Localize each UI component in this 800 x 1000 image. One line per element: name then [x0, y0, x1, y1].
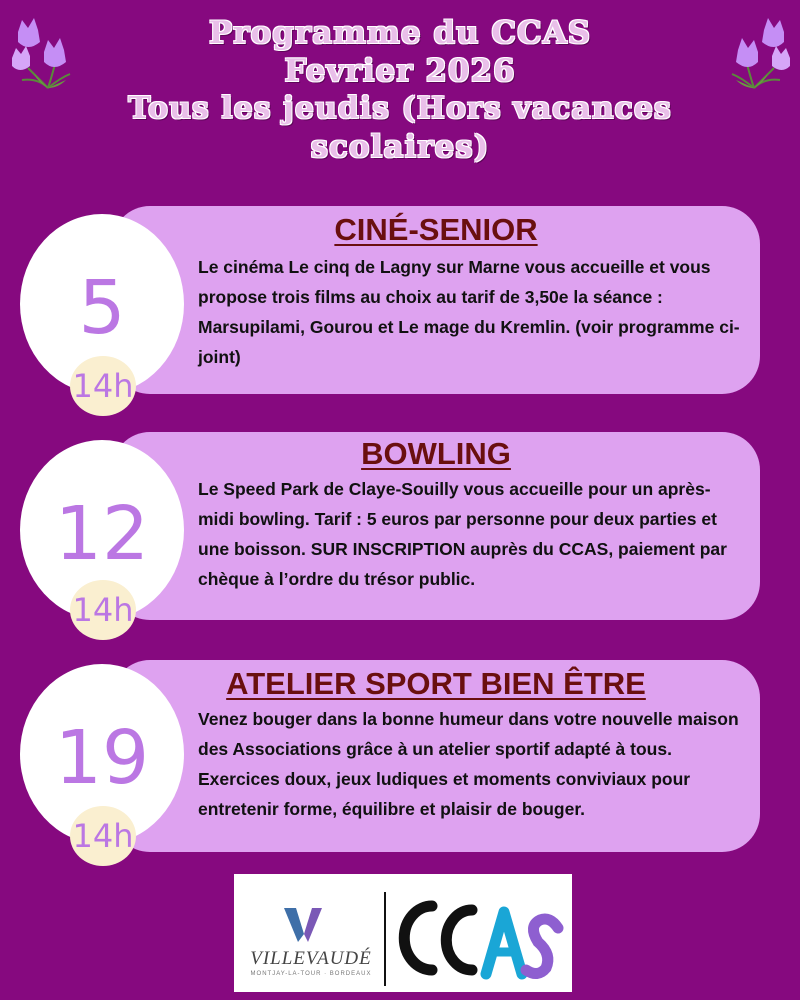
- event-time: 14h: [72, 817, 134, 855]
- tulip-flowers-icon: [720, 8, 794, 90]
- event-description: Le cinéma Le cinq de Lagny sur Marne vous accueille et vous propose trois films au choix au tarif de 3,50e la séance : Marsupilami, Gourou et Le mage du Kremlin. (voir programme ci-joint): [198, 257, 740, 367]
- event-description: Venez bouger dans la bonne humeur dans votre nouvelle maison des Associations grâce à un atelier sportif adapté à tous. Exercices doux, jeux ludiques et moments conviviaux pour entretenir forme, équilibre et plaisir de bouger.: [198, 709, 739, 819]
- event-title: CINÉ-SENIOR: [334, 212, 538, 247]
- event-title: BOWLING: [361, 436, 511, 471]
- header-schedule-end: scolaires): [310, 129, 490, 165]
- event-time: 14h: [72, 591, 134, 629]
- page-header: [0, 14, 800, 166]
- event-day: 19: [54, 715, 150, 801]
- header-schedule: Tous les jeudis (Hors vacances: [128, 91, 672, 126]
- header-title: Programme du CCAS: [208, 15, 592, 51]
- event-day: 5: [78, 265, 126, 351]
- event-card-atelier-sport: [112, 660, 760, 852]
- partner-logos: [234, 874, 572, 992]
- event-day: 12: [54, 491, 150, 577]
- event-description: Le Speed Park de Claye-Souilly vous accueille pour un après-midi bowling. Tarif : 5 euros par personne pour deux parties et une boisson. SUR INSCRIPTION auprès du CCAS, paiement par chèque à l’ordre du trésor public.: [198, 479, 727, 589]
- event-time-badge: [70, 356, 136, 416]
- tulip-flowers-icon: [8, 8, 82, 90]
- header-month: Fevrier 2026: [284, 53, 516, 89]
- ccas-logo: [390, 888, 568, 988]
- event-card-cine-senior: [112, 206, 760, 394]
- event-time: 14h: [72, 367, 134, 405]
- event-card-bowling: [112, 432, 760, 620]
- villevaude-logo-tagline: MONTJAY-LA-TOUR · BORDEAUX: [250, 971, 372, 977]
- event-time-badge: [70, 806, 136, 866]
- villevaude-logo-name: VILLEVAUDÉ: [250, 948, 372, 969]
- event-time-badge: [70, 580, 136, 640]
- event-title: ATELIER SPORT BIEN ÊTRE: [226, 666, 646, 701]
